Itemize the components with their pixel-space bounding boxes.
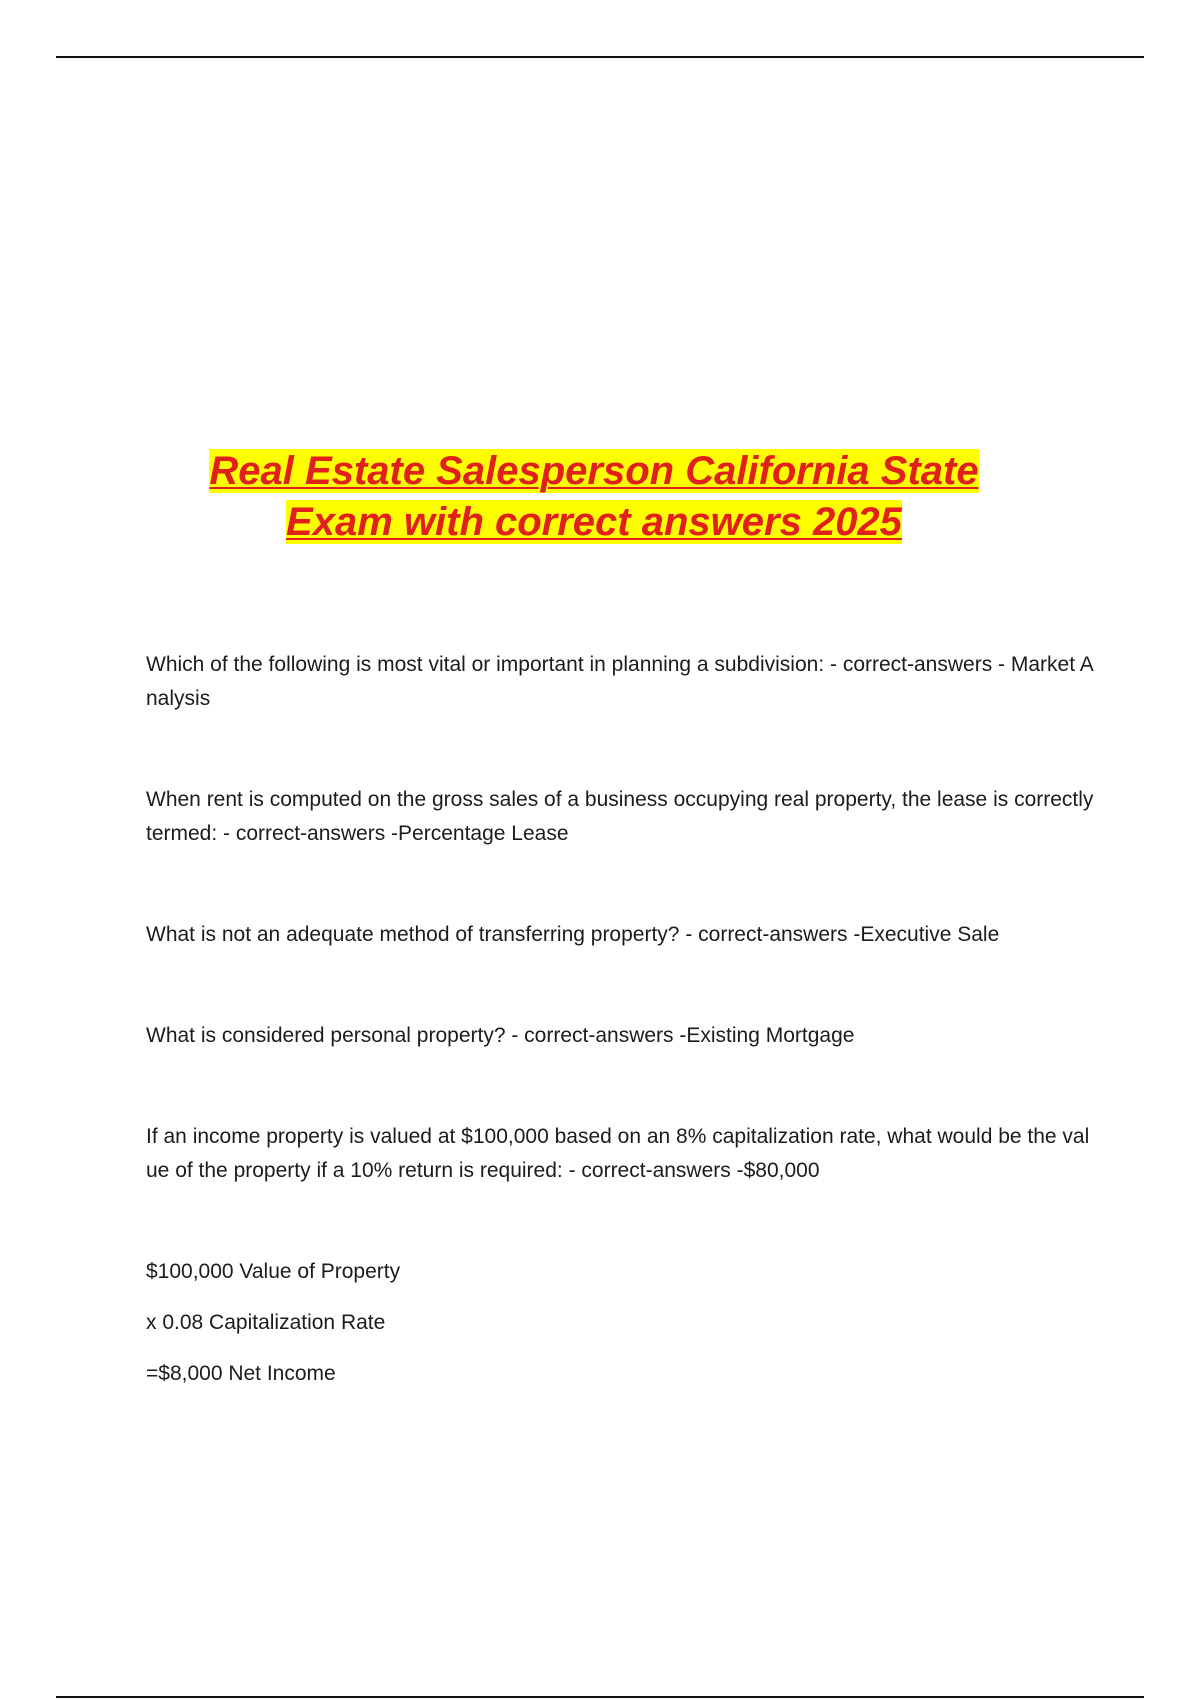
calculation-block: [146, 1255, 1094, 1391]
footer-rule: [56, 1696, 1144, 1698]
calculation-line-2: x 0.08 Capitalization Rate: [146, 1311, 386, 1334]
calculation-line-1: $100,000 Value of Property: [146, 1260, 401, 1283]
title-line-2: Exam with correct answers 2025: [286, 500, 902, 544]
qa-item-4: What is considered personal property? - correct-answers -Existing Mortgage: [146, 1024, 855, 1047]
qa-item-5: If an income property is valued at $100,000 based on an 8% capitalization rate, what would be the value of the property if a 10% return is required: - correct-answers -$80,000: [146, 1125, 1090, 1182]
document-title: [0, 446, 1188, 548]
qa-item-1: Which of the following is most vital or important in planning a subdivision: - correct-answers - Market Analysis: [146, 653, 1094, 710]
calculation-line-3: =$8,000 Net Income: [146, 1362, 336, 1385]
document-body: [146, 648, 1094, 1408]
title-line-1: Real Estate Salesperson California State: [209, 449, 979, 493]
qa-item-3: What is not an adequate method of transferring property? - correct-answers -Executive Sale: [146, 923, 1000, 946]
qa-item-2: When rent is computed on the gross sales of a business occupying real property, the lease is correctly termed: - correct-answers -Percentage Lease: [146, 788, 1094, 845]
header-rule: [56, 56, 1144, 58]
